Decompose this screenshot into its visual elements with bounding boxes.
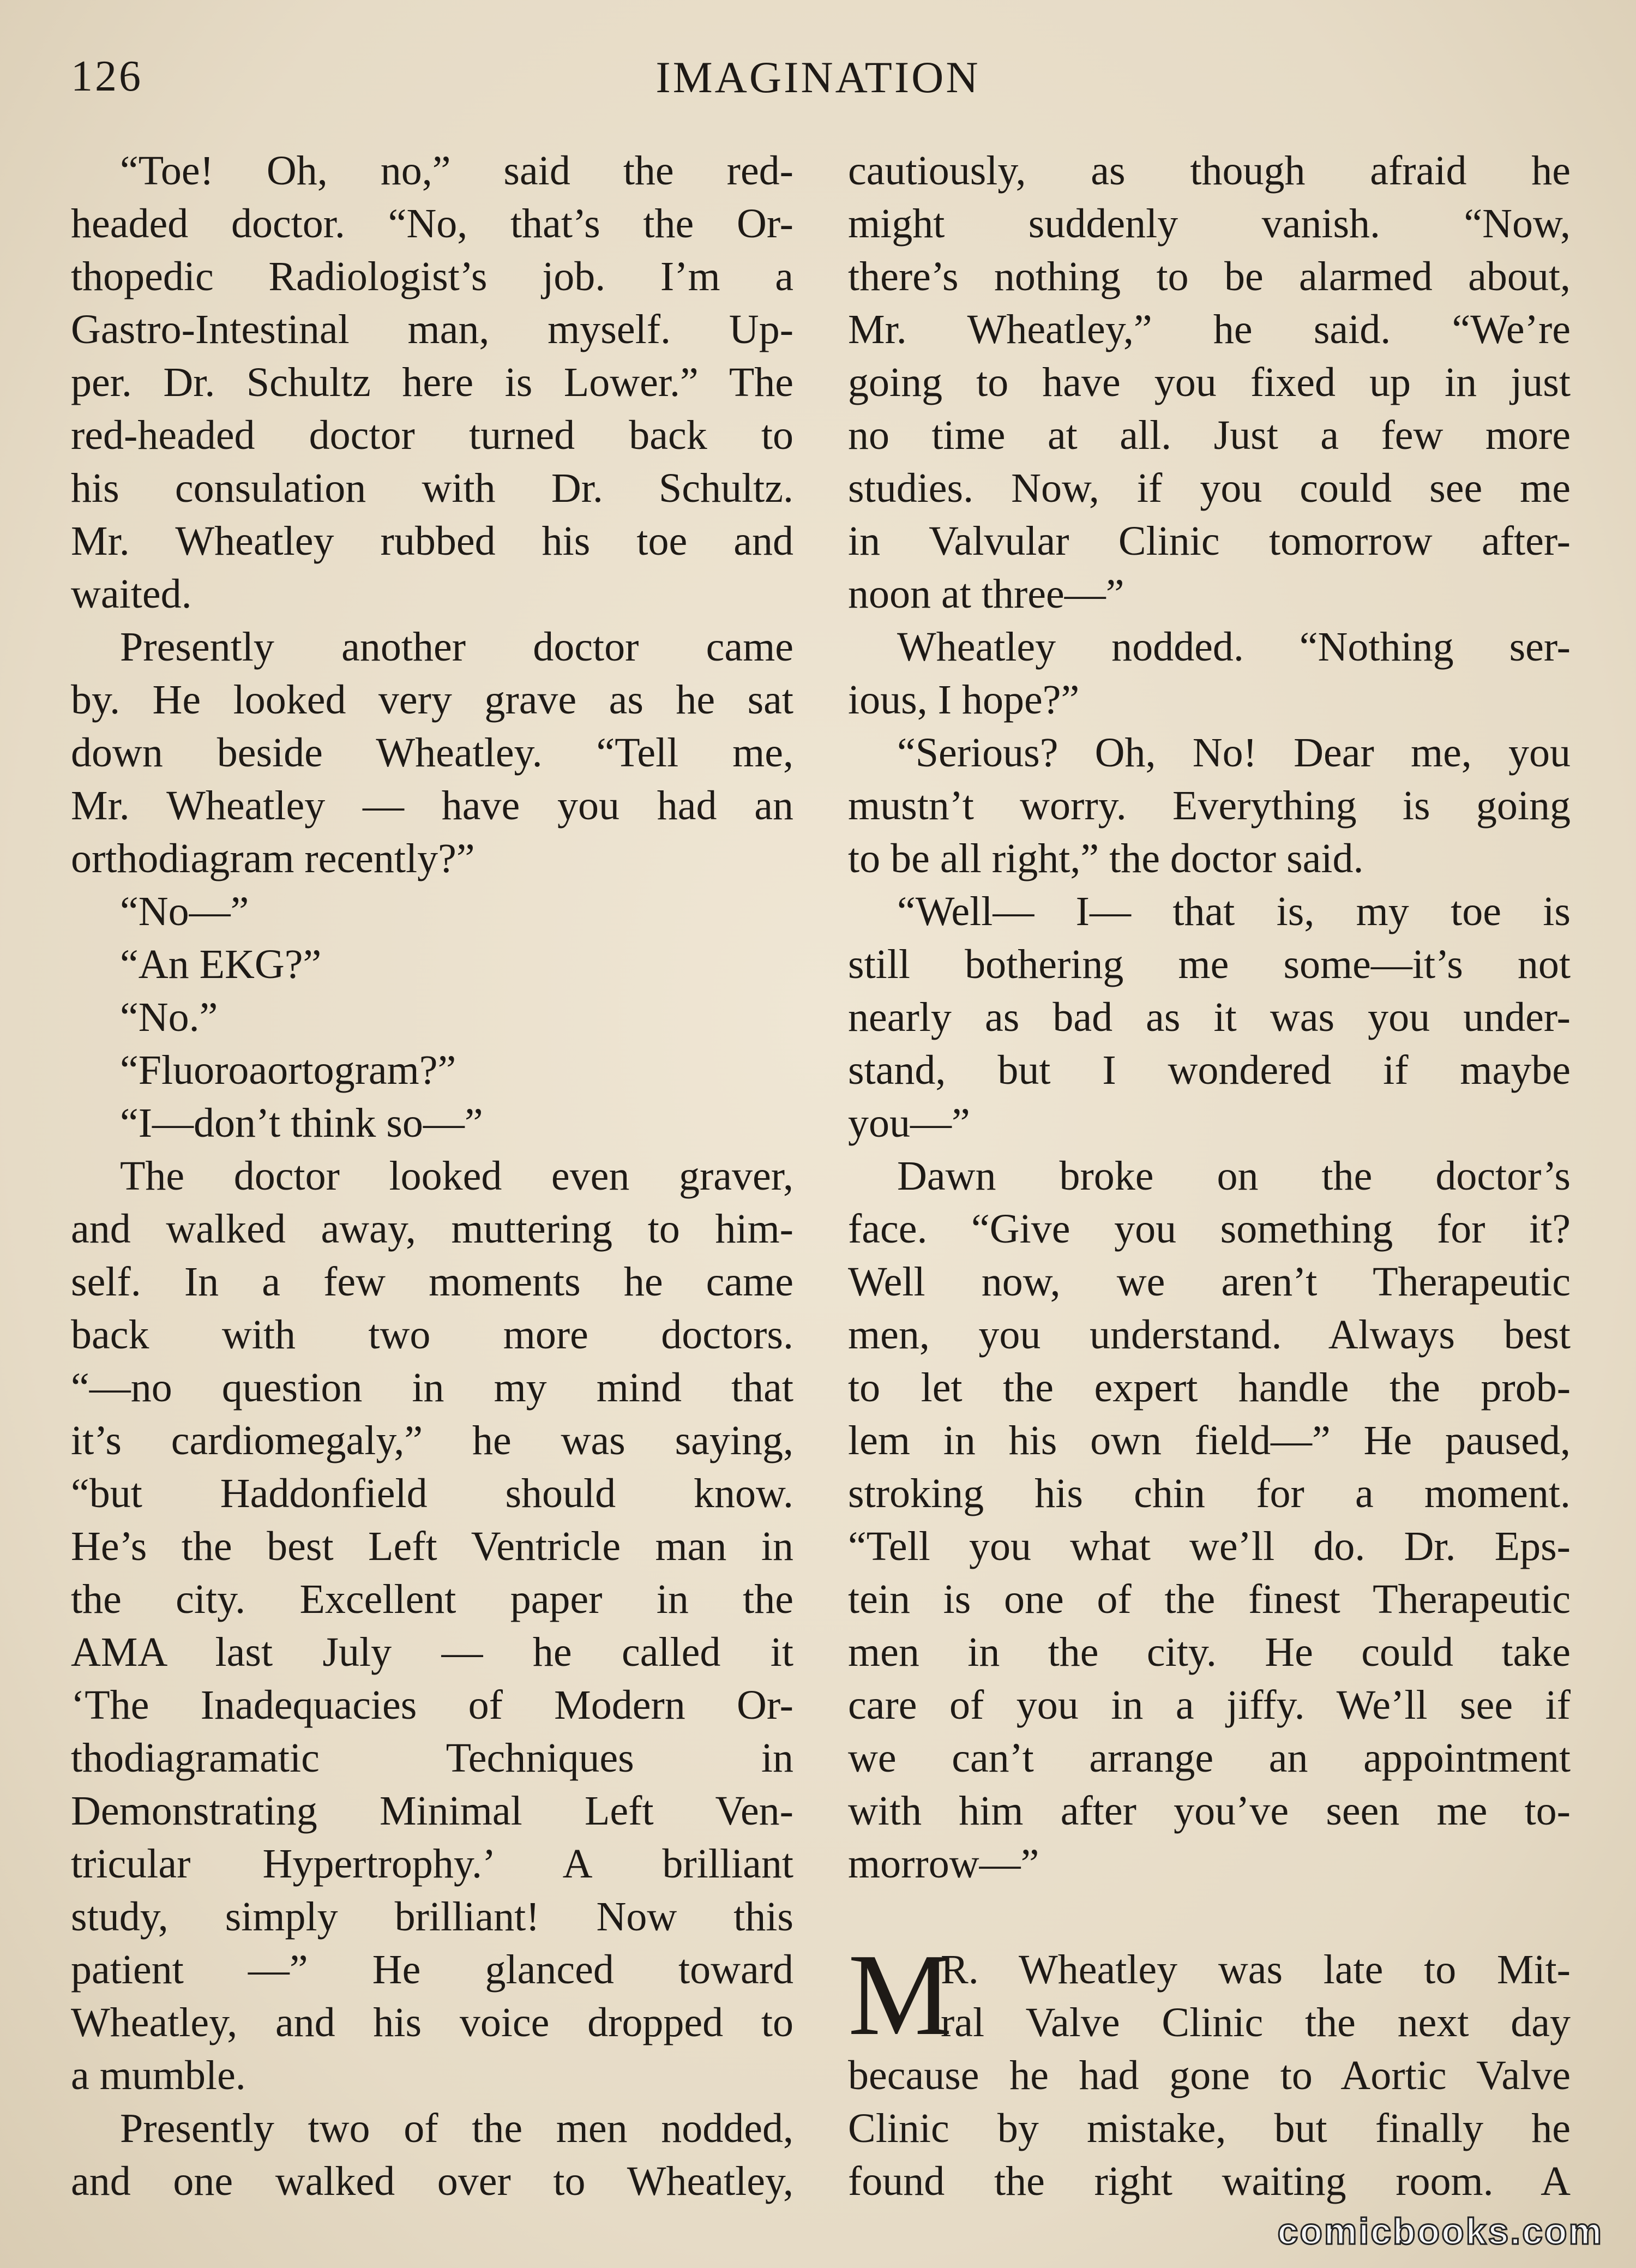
page-header [71, 52, 1565, 112]
text-line: “—no question in my mind that [71, 1365, 793, 1411]
text-line: Dawn broke on the doctor’s [897, 1153, 1571, 1199]
text-line: still bothering me some—it’s not [848, 941, 1571, 987]
text-line: down beside Wheatley. “Tell me, [71, 730, 793, 776]
text-line: tein is one of the finest Therapeutic [848, 1576, 1571, 1622]
text-line: care of you in a jiffy. We’ll see if [848, 1682, 1571, 1728]
text-line: cautiously, as though afraid he [848, 148, 1571, 194]
left-column [71, 145, 793, 2208]
text-line: study, simply brilliant! Now this [71, 1894, 793, 1940]
text-line: men, you understand. Always best [848, 1312, 1571, 1358]
text-line: in Valvular Clinic tomorrow after- [848, 518, 1571, 564]
text-line: might suddenly vanish. “Now, [848, 201, 1571, 247]
right-column [848, 145, 1571, 2208]
text-line: to be all right,” the doctor said. [848, 836, 1364, 881]
text-line: stand, but I wondered if maybe [848, 1047, 1571, 1093]
section-opening [848, 1929, 1571, 2060]
text-line: headed doctor. “No, that’s the Or- [71, 201, 793, 247]
text-line: a mumble. [71, 2053, 246, 2098]
text-line: the city. Excellent paper in the [71, 1576, 793, 1622]
text-line: Presently two of the men nodded, [120, 2105, 793, 2151]
text-line: Presently another doctor came [120, 624, 793, 670]
text-line: “No—” [120, 889, 249, 934]
text-line: Wheatley, and his voice dropped to [71, 2000, 793, 2045]
text-line: He’s the best Left Ventricle man in [71, 1523, 793, 1569]
text-line: thodiagramatic Techniques in [71, 1735, 793, 1781]
text-line: men in the city. He could take [848, 1629, 1571, 1675]
text-line: mustn’t worry. Everything is going [848, 783, 1571, 829]
text-line: Mr. Wheatley,” he said. “We’re [848, 307, 1571, 352]
running-head: IMAGINATION [655, 52, 981, 102]
text-line: self. In a few moments he came [71, 1259, 793, 1305]
text-line: “Tell you what we’ll do. Dr. Eps- [848, 1523, 1571, 1569]
text-line: tricular Hypertrophy.’ A brilliant [71, 1841, 793, 1887]
text-line: there’s nothing to be alarmed about, [848, 254, 1571, 299]
text-line: it’s cardiomegaly,” he was saying, [71, 1418, 793, 1463]
text-line: ‘The Inadequacies of Modern Or- [71, 1682, 793, 1728]
text-line: “No.” [120, 994, 218, 1040]
watermark: comicbooks.com [1277, 2211, 1603, 2252]
text-line: and one walked over to Wheatley, [71, 2158, 793, 2204]
text-line: and walked away, muttering to him- [71, 1206, 793, 1252]
text-line: morrow—” [848, 1841, 1039, 1887]
text-line: by. He looked very grave as he sat [71, 677, 793, 723]
text-line: Mr. Wheatley rubbed his toe and [71, 518, 793, 564]
text-line: with him after you’ve seen me to- [848, 1788, 1571, 1834]
text-line: orthodiagram recently?” [71, 836, 475, 881]
text-line: per. Dr. Schultz here is Lower.” The [71, 359, 793, 405]
text-line: his consulation with Dr. Schultz. [71, 465, 793, 511]
text-line: The doctor looked even graver, [120, 1153, 793, 1199]
text-line: because he had gone to Aortic Valve [848, 2053, 1571, 2098]
text-line: face. “Give you something for it? [848, 1206, 1571, 1252]
text-line: thopedic Radiologist’s job. I’m a [71, 254, 793, 299]
text-line: Well now, we aren’t Therapeutic [848, 1259, 1571, 1305]
text-line: ious, I hope?” [848, 677, 1080, 723]
text-line: you—” [848, 1100, 970, 1146]
text-line: nearly as bad as it was you under- [848, 994, 1571, 1040]
text-line: lem in his own field—” He paused, [848, 1418, 1571, 1463]
text-line: Demonstrating Minimal Left Ven- [71, 1788, 793, 1834]
text-line: found the right waiting room. A [848, 2158, 1571, 2204]
text-line: “Toe! Oh, no,” said the red- [120, 148, 793, 194]
text-line: going to have you fixed up in just [848, 359, 1571, 405]
text-line: AMA last July — he called it [71, 1629, 793, 1675]
text-line: “Serious? Oh, No! Dear me, you [897, 730, 1571, 776]
text-line: waited. [71, 571, 192, 617]
section-spacer [848, 1891, 1571, 1943]
text-line: “An EKG?” [120, 941, 322, 987]
text-line: “but Haddonfield should know. [71, 1471, 793, 1516]
text-line: Wheatley nodded. “Nothing ser- [897, 624, 1571, 670]
page-number: 126 [71, 52, 143, 100]
text-line: patient —” He glanced toward [71, 1947, 793, 1993]
text-line: Clinic by mistake, but finally he [848, 2105, 1571, 2151]
text-line: red-headed doctor turned back to [71, 412, 793, 458]
text-line: ral Valve Clinic the next day [941, 2000, 1571, 2045]
text-line: no time at all. Just a few more [848, 412, 1571, 458]
text-line: stroking his chin for a moment. [848, 1471, 1571, 1516]
text-line: Mr. Wheatley — have you had an [71, 783, 793, 829]
text-line: “I—don’t think so—” [120, 1100, 483, 1146]
text-line: back with two more doctors. [71, 1312, 793, 1358]
text-line: noon at three—” [848, 571, 1124, 617]
text-line: “Well— I— that is, my toe is [897, 889, 1571, 934]
drop-cap: M [848, 1929, 953, 2060]
text-line: we can’t arrange an appointment [848, 1735, 1571, 1781]
text-line: studies. Now, if you could see me [848, 465, 1571, 511]
text-line: to let the expert handle the prob- [848, 1365, 1571, 1411]
text-line: Gastro-Intestinal man, myself. Up- [71, 307, 793, 352]
text-line: R. Wheatley was late to Mit- [941, 1947, 1571, 1993]
text-line: “Fluoroaortogram?” [120, 1047, 456, 1093]
